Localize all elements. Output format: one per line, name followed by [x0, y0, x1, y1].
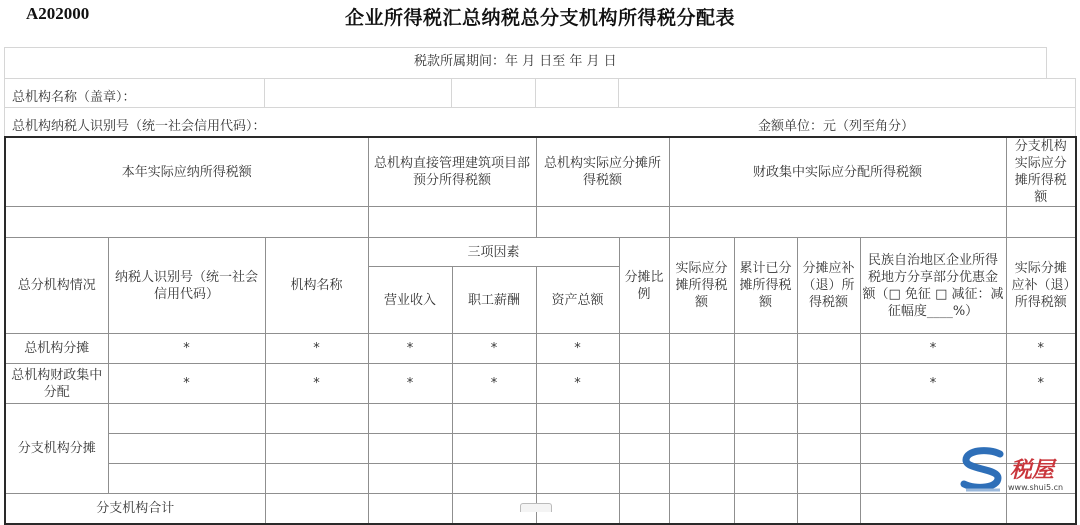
org-name-cell[interactable] — [265, 464, 368, 494]
taxid-cell[interactable] — [108, 464, 265, 494]
actual-share-cell[interactable] — [669, 464, 734, 494]
table-row — [5, 364, 1076, 404]
table-row — [5, 434, 1076, 464]
star-mark: * — [1006, 364, 1076, 404]
ratio-cell[interactable] — [619, 364, 669, 404]
wages-cell[interactable] — [452, 404, 536, 434]
refund-cell[interactable] — [797, 404, 860, 434]
star-mark: * — [1006, 334, 1076, 364]
header-line — [4, 78, 1076, 79]
col-assets: 资产总额 — [536, 267, 619, 334]
wages-cell[interactable] — [452, 464, 536, 494]
cumulative-cell[interactable] — [734, 404, 797, 434]
scroll-handle[interactable] — [520, 503, 552, 512]
branch-total-label: 分支机构合计 — [5, 494, 265, 525]
ratio-cell[interactable] — [619, 434, 669, 464]
col-taxid: 纳税人识别号（统一社会信用代码） — [108, 238, 265, 334]
assets-cell[interactable] — [536, 434, 619, 464]
finance-central-input[interactable] — [669, 207, 1006, 238]
watermark-url: www.shui5.cn — [1008, 483, 1064, 492]
refund-cell[interactable] — [797, 434, 860, 464]
construction-prepaid-input[interactable] — [368, 207, 536, 238]
star-mark: * — [108, 364, 265, 404]
wages-cell[interactable] — [452, 434, 536, 464]
revenue-cell[interactable] — [368, 464, 452, 494]
hq-name-label: 总机构名称（盖章）： — [12, 90, 136, 105]
table-row — [5, 334, 1076, 364]
actual-share-cell[interactable] — [669, 404, 734, 434]
shui5-logo-icon — [960, 446, 1006, 496]
col-ratio: 分摊比例 — [619, 238, 669, 334]
star-mark: * — [368, 334, 452, 364]
revenue-cell[interactable] — [368, 404, 452, 434]
ethnic-cell[interactable] — [860, 404, 1006, 434]
star-mark: * — [536, 334, 619, 364]
branch-share-input[interactable] — [1006, 207, 1076, 238]
refund-cell[interactable] — [797, 364, 860, 404]
taxid-cell[interactable] — [108, 404, 265, 434]
actual-refund-cell[interactable] — [1006, 404, 1076, 434]
watermark-brand: 税屋 — [1010, 457, 1055, 483]
star-mark: * — [265, 364, 368, 404]
assets-cell[interactable] — [536, 404, 619, 434]
assets-cell[interactable] — [536, 464, 619, 494]
header-line — [1075, 78, 1076, 137]
cumulative-cell[interactable] — [734, 434, 797, 464]
col-three-factors: 三项因素 — [368, 238, 619, 267]
annual-tax-input[interactable] — [5, 207, 368, 238]
col-ethnic: 民族自治地区企业所得税地方分享部分优惠金额（□ 免征 □ 减征：减征幅度____%） — [860, 238, 1006, 334]
col-refund: 分摊应补（退）所得税额 — [797, 238, 860, 334]
header-line — [535, 78, 536, 108]
star-mark: * — [860, 334, 1006, 364]
star-mark: * — [860, 364, 1006, 404]
header-line — [4, 107, 1076, 108]
cumulative-cell[interactable] — [734, 364, 797, 404]
form-code: A202000 — [26, 4, 90, 23]
org-name-cell[interactable] — [265, 404, 368, 434]
revenue-cell[interactable] — [368, 434, 452, 464]
col-situation: 总分机构情况 — [5, 238, 108, 334]
row-branch-label: 分支机构分摊 — [5, 404, 108, 494]
row-hq-share-label: 总机构分摊 — [5, 334, 108, 364]
finance-central-header: 财政集中实际应分配所得税额 — [669, 137, 1006, 207]
branch-share-header: 分支机构实际应分摊所得税额 — [1006, 137, 1076, 207]
tax-period: 税款所属期间：年 月 日至 年 月 日 — [414, 54, 617, 69]
ratio-cell[interactable] — [619, 334, 669, 364]
actual-share-cell[interactable] — [669, 434, 734, 464]
star-mark: * — [536, 364, 619, 404]
actual-share-cell[interactable] — [669, 364, 734, 404]
star-mark: * — [452, 334, 536, 364]
taxid-cell[interactable] — [108, 434, 265, 464]
col-actual-share: 实际应分摊所得税额 — [669, 238, 734, 334]
header-line — [4, 47, 5, 137]
form-title: 企业所得税汇总纳税总分支机构所得税分配表 — [344, 7, 735, 29]
header-line — [1046, 47, 1047, 78]
table-row — [5, 464, 1076, 494]
hq-share-input[interactable] — [536, 207, 669, 238]
actual-share-cell[interactable] — [669, 334, 734, 364]
star-mark: * — [452, 364, 536, 404]
org-name-cell[interactable] — [265, 434, 368, 464]
cumulative-cell[interactable] — [734, 464, 797, 494]
col-actual-refund: 实际分摊应补（退）所得税额 — [1006, 238, 1076, 334]
refund-cell[interactable] — [797, 334, 860, 364]
col-wages: 职工薪酬 — [452, 267, 536, 334]
header-line — [618, 78, 619, 108]
col-org-name: 机构名称 — [265, 238, 368, 334]
refund-cell[interactable] — [797, 464, 860, 494]
construction-prepaid-header: 总机构直接管理建筑项目部预分所得税额 — [368, 137, 536, 207]
header-line — [4, 47, 1046, 48]
star-mark: * — [368, 364, 452, 404]
row-finance-label: 总机构财政集中分配 — [5, 364, 108, 404]
annual-tax-header: 本年实际应纳所得税额 — [5, 137, 368, 207]
amount-unit: 金额单位：元（列至角分） — [758, 119, 915, 134]
hq-share-header: 总机构实际应分摊所得税额 — [536, 137, 669, 207]
hq-taxid-label: 总机构纳税人识别号（统一社会信用代码）： — [12, 119, 266, 134]
col-revenue: 营业收入 — [368, 267, 452, 334]
cumulative-cell[interactable] — [734, 334, 797, 364]
ratio-cell[interactable] — [619, 404, 669, 434]
star-mark: * — [265, 334, 368, 364]
star-mark: * — [108, 334, 265, 364]
col-cumulative: 累计已分摊所得税额 — [734, 238, 797, 334]
header-line — [451, 78, 452, 108]
allocation-table — [4, 136, 1077, 525]
ratio-cell[interactable] — [619, 464, 669, 494]
table-row — [5, 404, 1076, 434]
header-line — [264, 78, 265, 108]
